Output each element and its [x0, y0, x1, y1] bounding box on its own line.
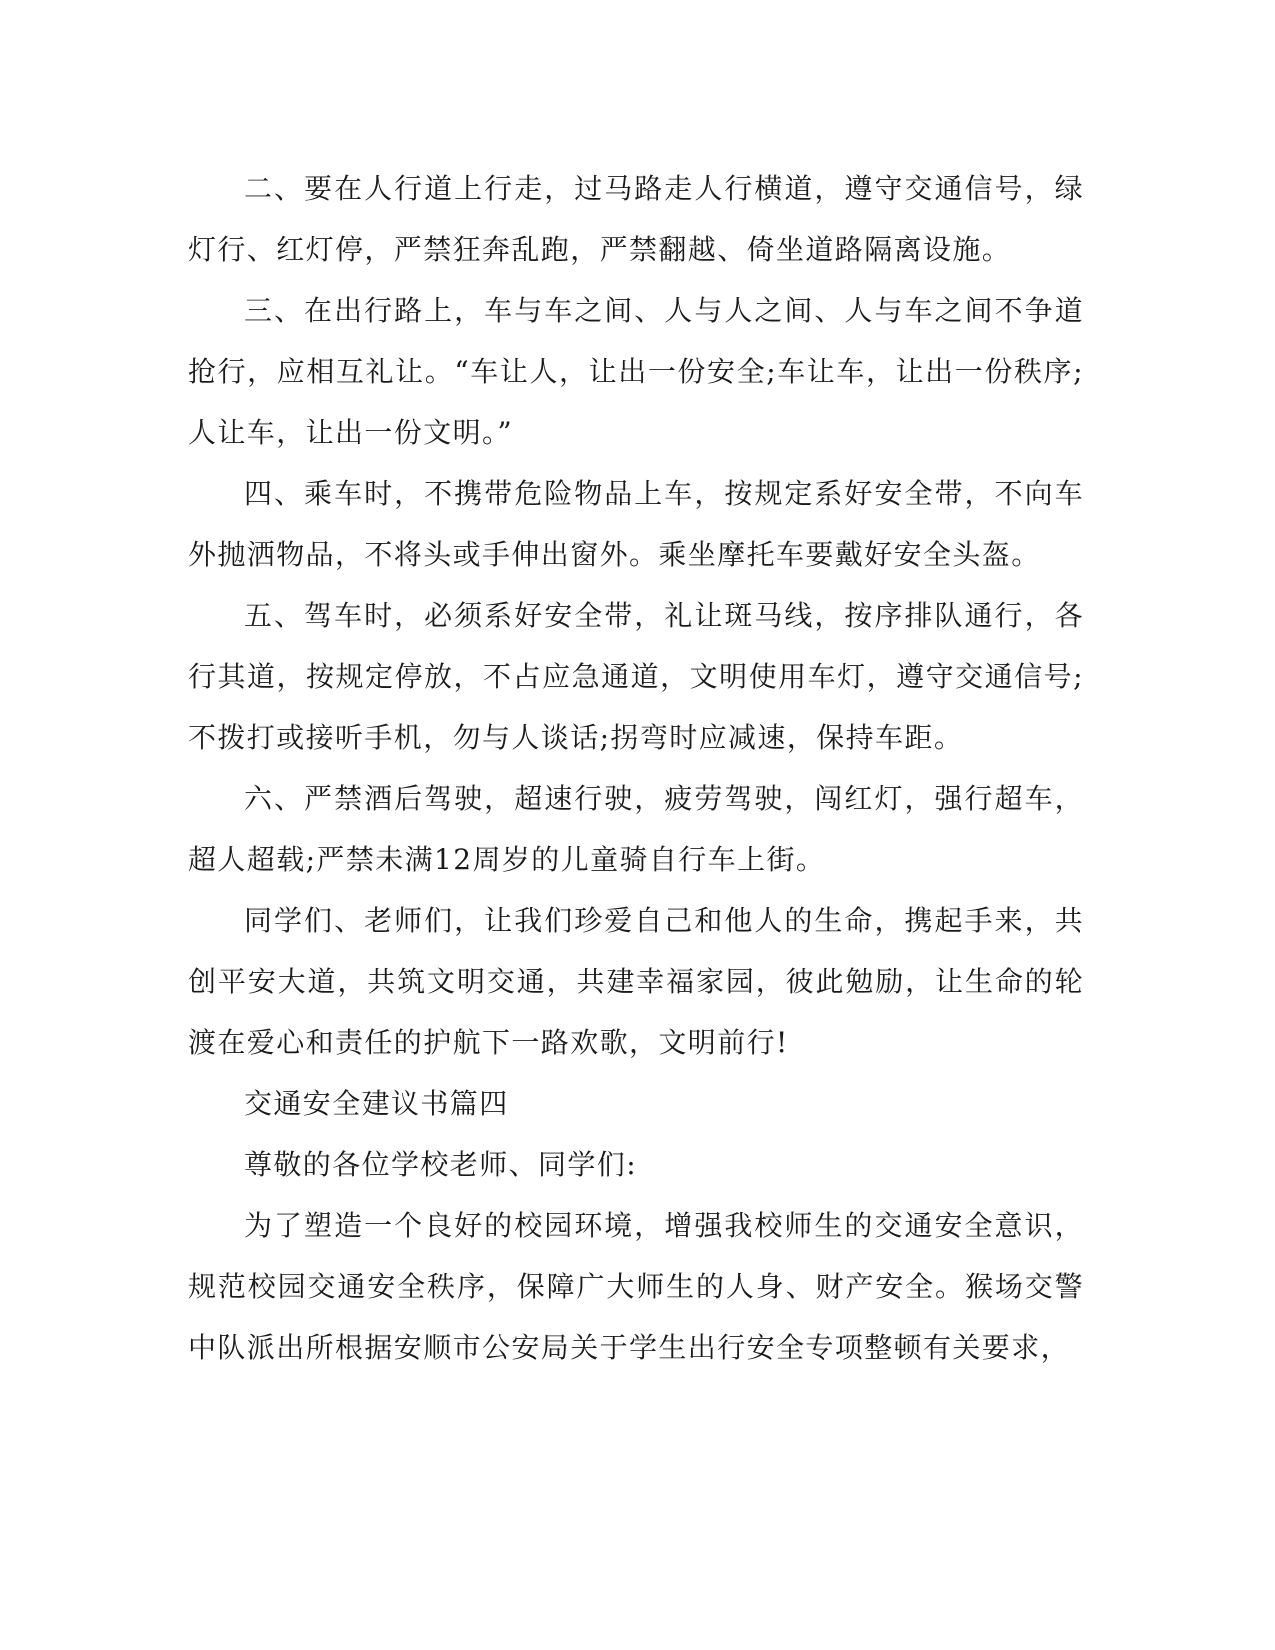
document-body — [188, 158, 1084, 1378]
section-heading: 交通安全建议书篇四 — [244, 1087, 509, 1120]
salutation: 尊敬的各位学校老师、同学们: — [244, 1148, 638, 1181]
paragraph-closing-appeal: 同学们、老师们，让我们珍爱自己和他人的生命，携起手来，共创平安大道，共筑文明交通，共建幸福家园，彼此勉励，让生命的轮渡在爱心和责任的护航下一路欢歌，文明前行! — [188, 904, 1084, 1059]
paragraph-pedestrian-rules: 二、要在人行道上行走，过马路走人行横道，遵守交通信号，绿灯行、红灯停，严禁狂奔乱跑，严禁翻越、倚坐道路隔离设施。 — [188, 172, 1084, 266]
paragraph-passenger-rules: 四、乘车时，不携带危险物品上车，按规定系好安全带，不向车外抛洒物品，不将头或手伸出窗外。乘坐摩托车要戴好安全头盔。 — [188, 477, 1084, 571]
paragraph-driver-rules: 五、驾车时，必须系好安全带，礼让斑马线，按序排队通行，各行其道，按规定停放，不占应急通道，文明使用车灯，遵守交通信号;不拨打或接听手机，勿与人谈话;拐弯时应减速，保持车距。 — [188, 599, 1084, 754]
paragraph-introduction: 为了塑造一个良好的校园环境，增强我校师生的交通安全意识，规范校园交通安全秩序，保障广大师生的人身、财产安全。猴场交警中队派出所根据安顺市公安局关于学生出行安全专项整顿有关要求， — [188, 1209, 1084, 1364]
paragraph-mutual-courtesy: 三、在出行路上，车与车之间、人与人之间、人与车之间不争道抢行，应相互礼让。“车让人，让出一份安全;车让车，让出一份秩序;人让车，让出一份文明。” — [188, 294, 1084, 449]
paragraph-prohibitions: 六、严禁酒后驾驶，超速行驶，疲劳驾驶，闯红灯，强行超车，超人超载;严禁未满12周岁的儿童骑自行车上街。 — [188, 782, 1084, 876]
